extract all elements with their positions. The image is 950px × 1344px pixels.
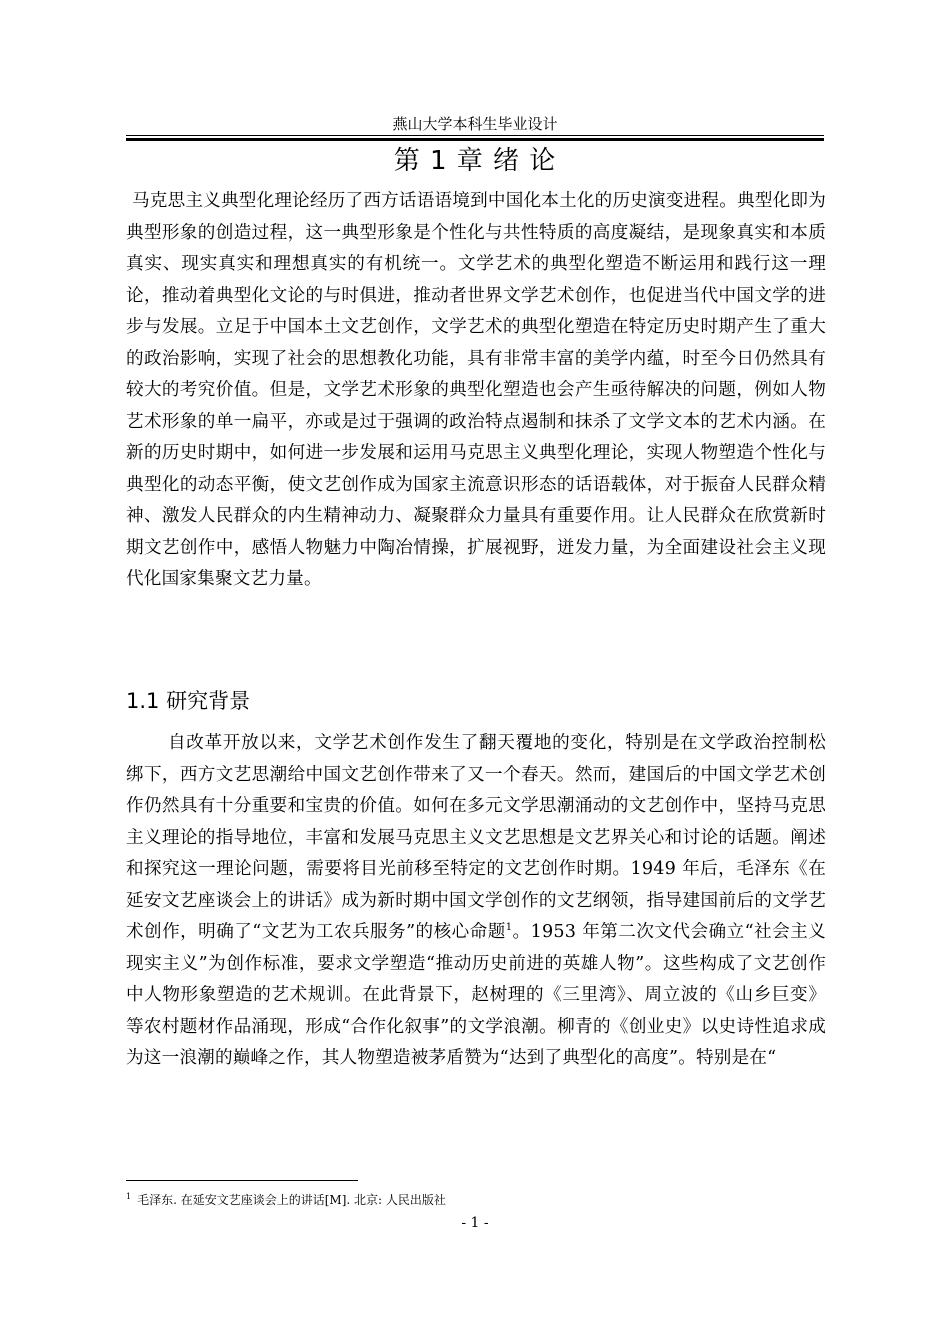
intro-paragraph: 马克思主义典型化理论经历了西方话语语境到中国化本土化的历史演变进程。典型化即为典型形象的创造过程，这一典型形象是个性化与共性特质的高度凝结，是现象真实和本质真实、现实真实和理想真实的有机统一。文学艺术的典型化塑造不断运用和践行这一理论，推动着典型化文论的与时俱进，推动者世界文学艺术创作，也促进当代中国文学的进步与发展。立足于中国本土文艺创作，文学艺术的典型化塑造在特定历史时期产生了重大的政治影响，实现了社会的思想教化功能，具有非常丰富的美学内蕴，时至今日仍然具有较大的考究价值。但是，文学艺术形象的典型化塑造也会产生亟待解决的问题，例如人物艺术形象的单一扁平，亦或是过于强调的政治特点遏制和抹杀了文学文本的艺术内涵。在新的历史时期中，如何进一步发展和运用马克思主义典型化理论，实现人物塑造个性化与典型化的动态平衡，使文艺创作成为国家主流意识形态的话语载体，对于振奋人民群众精神、激发人民群众的内生精神动力、凝聚群众力量具有重要作用。让人民群众在欣赏新时期文艺创作中，感悟人物魅力中陶冶情操，扩展视野，迸发力量，为全面建设社会主义现代化国家集聚文艺力量。 bbox=[126, 191, 826, 589]
background-paragraph-text-2: 。1953 年第二次文代会确立“社会主义现实主义”为创作标准，要求文学塑造“推动历史前进的英雄人物”。这些构成了文艺创作中人物形象塑造的艺术规训。在此背景下，赵树理的《三里湾》、周立波的《山乡巨变》等农村题材作品涌现，形成“合作化叙事”的文学浪潮。柳青的《创业史》以史诗性追求成为这一浪潮的巅峰之作，其人物塑造被茅盾赞为“达到了典型化的高度”。特别是在“ bbox=[126, 922, 826, 1068]
page-number: - 1 - bbox=[461, 1215, 489, 1231]
section-heading: 1.1 研究背景 bbox=[126, 689, 251, 713]
footnote-separator bbox=[126, 1180, 358, 1181]
running-header: 燕山大学本科生毕业设计 bbox=[392, 115, 558, 133]
chapter-title: 第 1 章 绪 论 bbox=[393, 146, 557, 176]
footnote-reference[interactable]: 1 bbox=[505, 922, 513, 934]
background-paragraph-text-1: 自改革开放以来，文学艺术创作发生了翻天覆地的变化，特别是在文学政治控制松绑下，西方文艺思潮给中国文艺创作带来了又一个春天。然而，建国后的中国文学艺术创作仍然具有十分重要和宝贵的价值。如何在多元文学思潮涌动的文艺创作中，坚持马克思主义理论的指导地位，丰富和发展马克思主义文艺思想是文艺界关心和讨论的话题。阐述和探究这一理论问题，需要将目光前移至特定的文艺创作时期。1949 年后，毛泽东《在延安文艺座谈会上的讲话》成为新时期中国文学创作的文艺纲领，指导建国前后的文学艺术创作，明确了“文艺为工农兵服务”的核心命题 bbox=[126, 733, 826, 942]
background-paragraph bbox=[126, 728, 826, 1075]
footnote-text: 毛泽东. 在延安文艺座谈会上的讲话[M]. 北京: 人民出版社 bbox=[137, 1193, 446, 1207]
footnote-marker: 1 bbox=[126, 1192, 132, 1201]
header-rule-thin bbox=[126, 135, 824, 136]
header-rule-thick bbox=[126, 138, 824, 141]
footnote bbox=[126, 1192, 446, 1208]
